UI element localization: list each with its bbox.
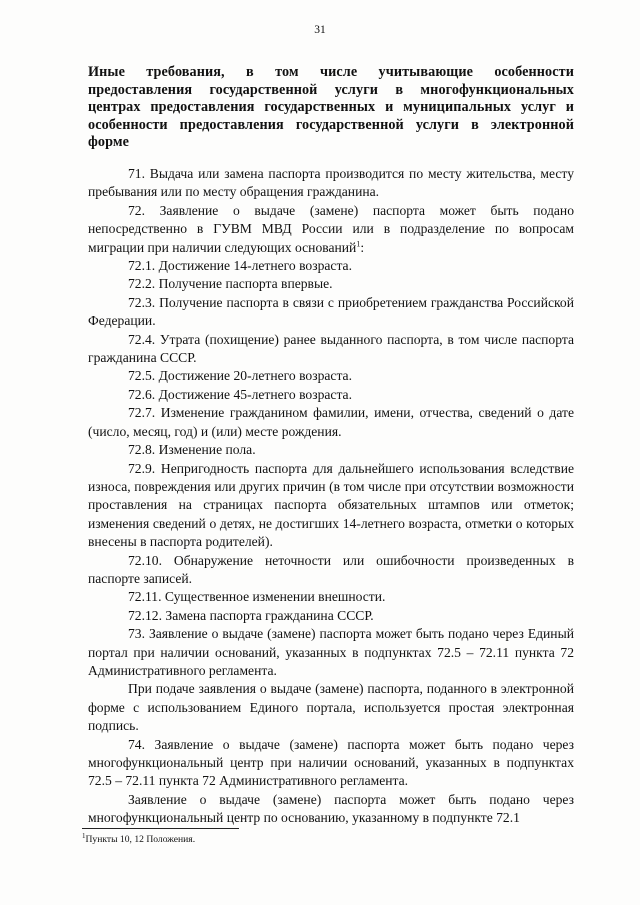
paragraph-72-5: 72.5. Достижение 20-летнего возраста. <box>128 368 352 384</box>
paragraph-74-continued: Заявление о выдаче (замене) паспорта может быть подано через многофункциональный центр по основанию, указанному в подпункте 72.1 <box>88 791 574 826</box>
paragraph-73-signature: При подаче заявления о выдаче (замене) паспорта, поданного в электронной форме с использованием Единого портала, используется простая электронная подпись. <box>88 681 574 734</box>
footnote-marker: 1 <box>82 831 86 840</box>
paragraph-72-8: 72.8. Изменение пола. <box>128 442 256 458</box>
paragraph-72-12: 72.12. Замена паспорта гражданина СССР. <box>128 607 374 623</box>
footnote-text: Пункты 10, 12 Положения. <box>85 834 196 845</box>
paragraph-73: 73. Заявление о выдаче (замене) паспорта может быть подано через Единый портал при наличии оснований, указанных в подпунктах 72.5 – 72.11 пункта 72 Административного регламента. <box>88 626 574 678</box>
paragraph-72-7: 72.7. Изменение гражданином фамилии, имени, отчества, сведений о дате (число, месяц, год) и (или) месте рождения. <box>88 405 574 439</box>
page-number: 31 <box>314 24 326 36</box>
paragraph-72-11: 72.11. Существенное изменении внешности. <box>128 589 386 605</box>
paragraph-72-2: 72.2. Получение паспорта впервые. <box>128 276 333 292</box>
paragraph-72-4: 72.4. Утрата (похищение) ранее выданного паспорта, в том числе паспорта гражданина СССР. <box>88 331 574 366</box>
footnote-divider <box>82 828 239 829</box>
paragraph-72-6: 72.6. Достижение 45-летнего возраста. <box>128 386 352 402</box>
paragraph-72-1: 72.1. Достижение 14-летнего возраста. <box>128 258 352 274</box>
paragraph-72 <box>88 202 574 257</box>
paragraph-72-colon: : <box>360 239 365 255</box>
section-heading: Иные требования, в том числе учитывающие особенности предоставления государственной услуги в многофункциональных центрах предоставления государственных и муниципальных услуг и особенности предоставления государственной услуги в электронной форме <box>88 64 574 151</box>
paragraph-72-3: 72.3. Получение паспорта в связи с приобретением гражданства Российской Федерации. <box>88 294 574 329</box>
paragraph-74: 74. Заявление о выдаче (замене) паспорта может быть подано через многофункциональный центр при наличии оснований, указанных в подпунктах 72.5 – 72.11 пункта 72 Административного регламента. <box>88 736 574 789</box>
footnote <box>82 831 196 846</box>
footnote-reference: 1 <box>356 239 361 249</box>
document-body <box>88 165 574 828</box>
paragraph-72-10: 72.10. Обнаружение неточности или ошибочности произведенных в паспорте записей. <box>88 552 574 586</box>
paragraph-72-9: 72.9. Непригодность паспорта для дальнейшего использования вследствие износа, повреждения или других причин (в том числе при отсутствии возможности проставления на страницах паспорта обязательных штампов или отметок; изменения сведений о детях, не достигших 14-летнего возраста, отметки о которых внесены в паспорта родителей). <box>88 460 574 550</box>
paragraph-71: 71. Выдача или замена паспорта производится по месту жительства, месту пребывания или по месту обращения гражданина. <box>88 166 574 200</box>
paragraph-72-text: 72. Заявление о выдаче (замене) паспорта может быть подано непосредственно в ГУВМ МВД России или в подразделение по вопросам миграции при наличии следующих оснований <box>88 202 574 255</box>
